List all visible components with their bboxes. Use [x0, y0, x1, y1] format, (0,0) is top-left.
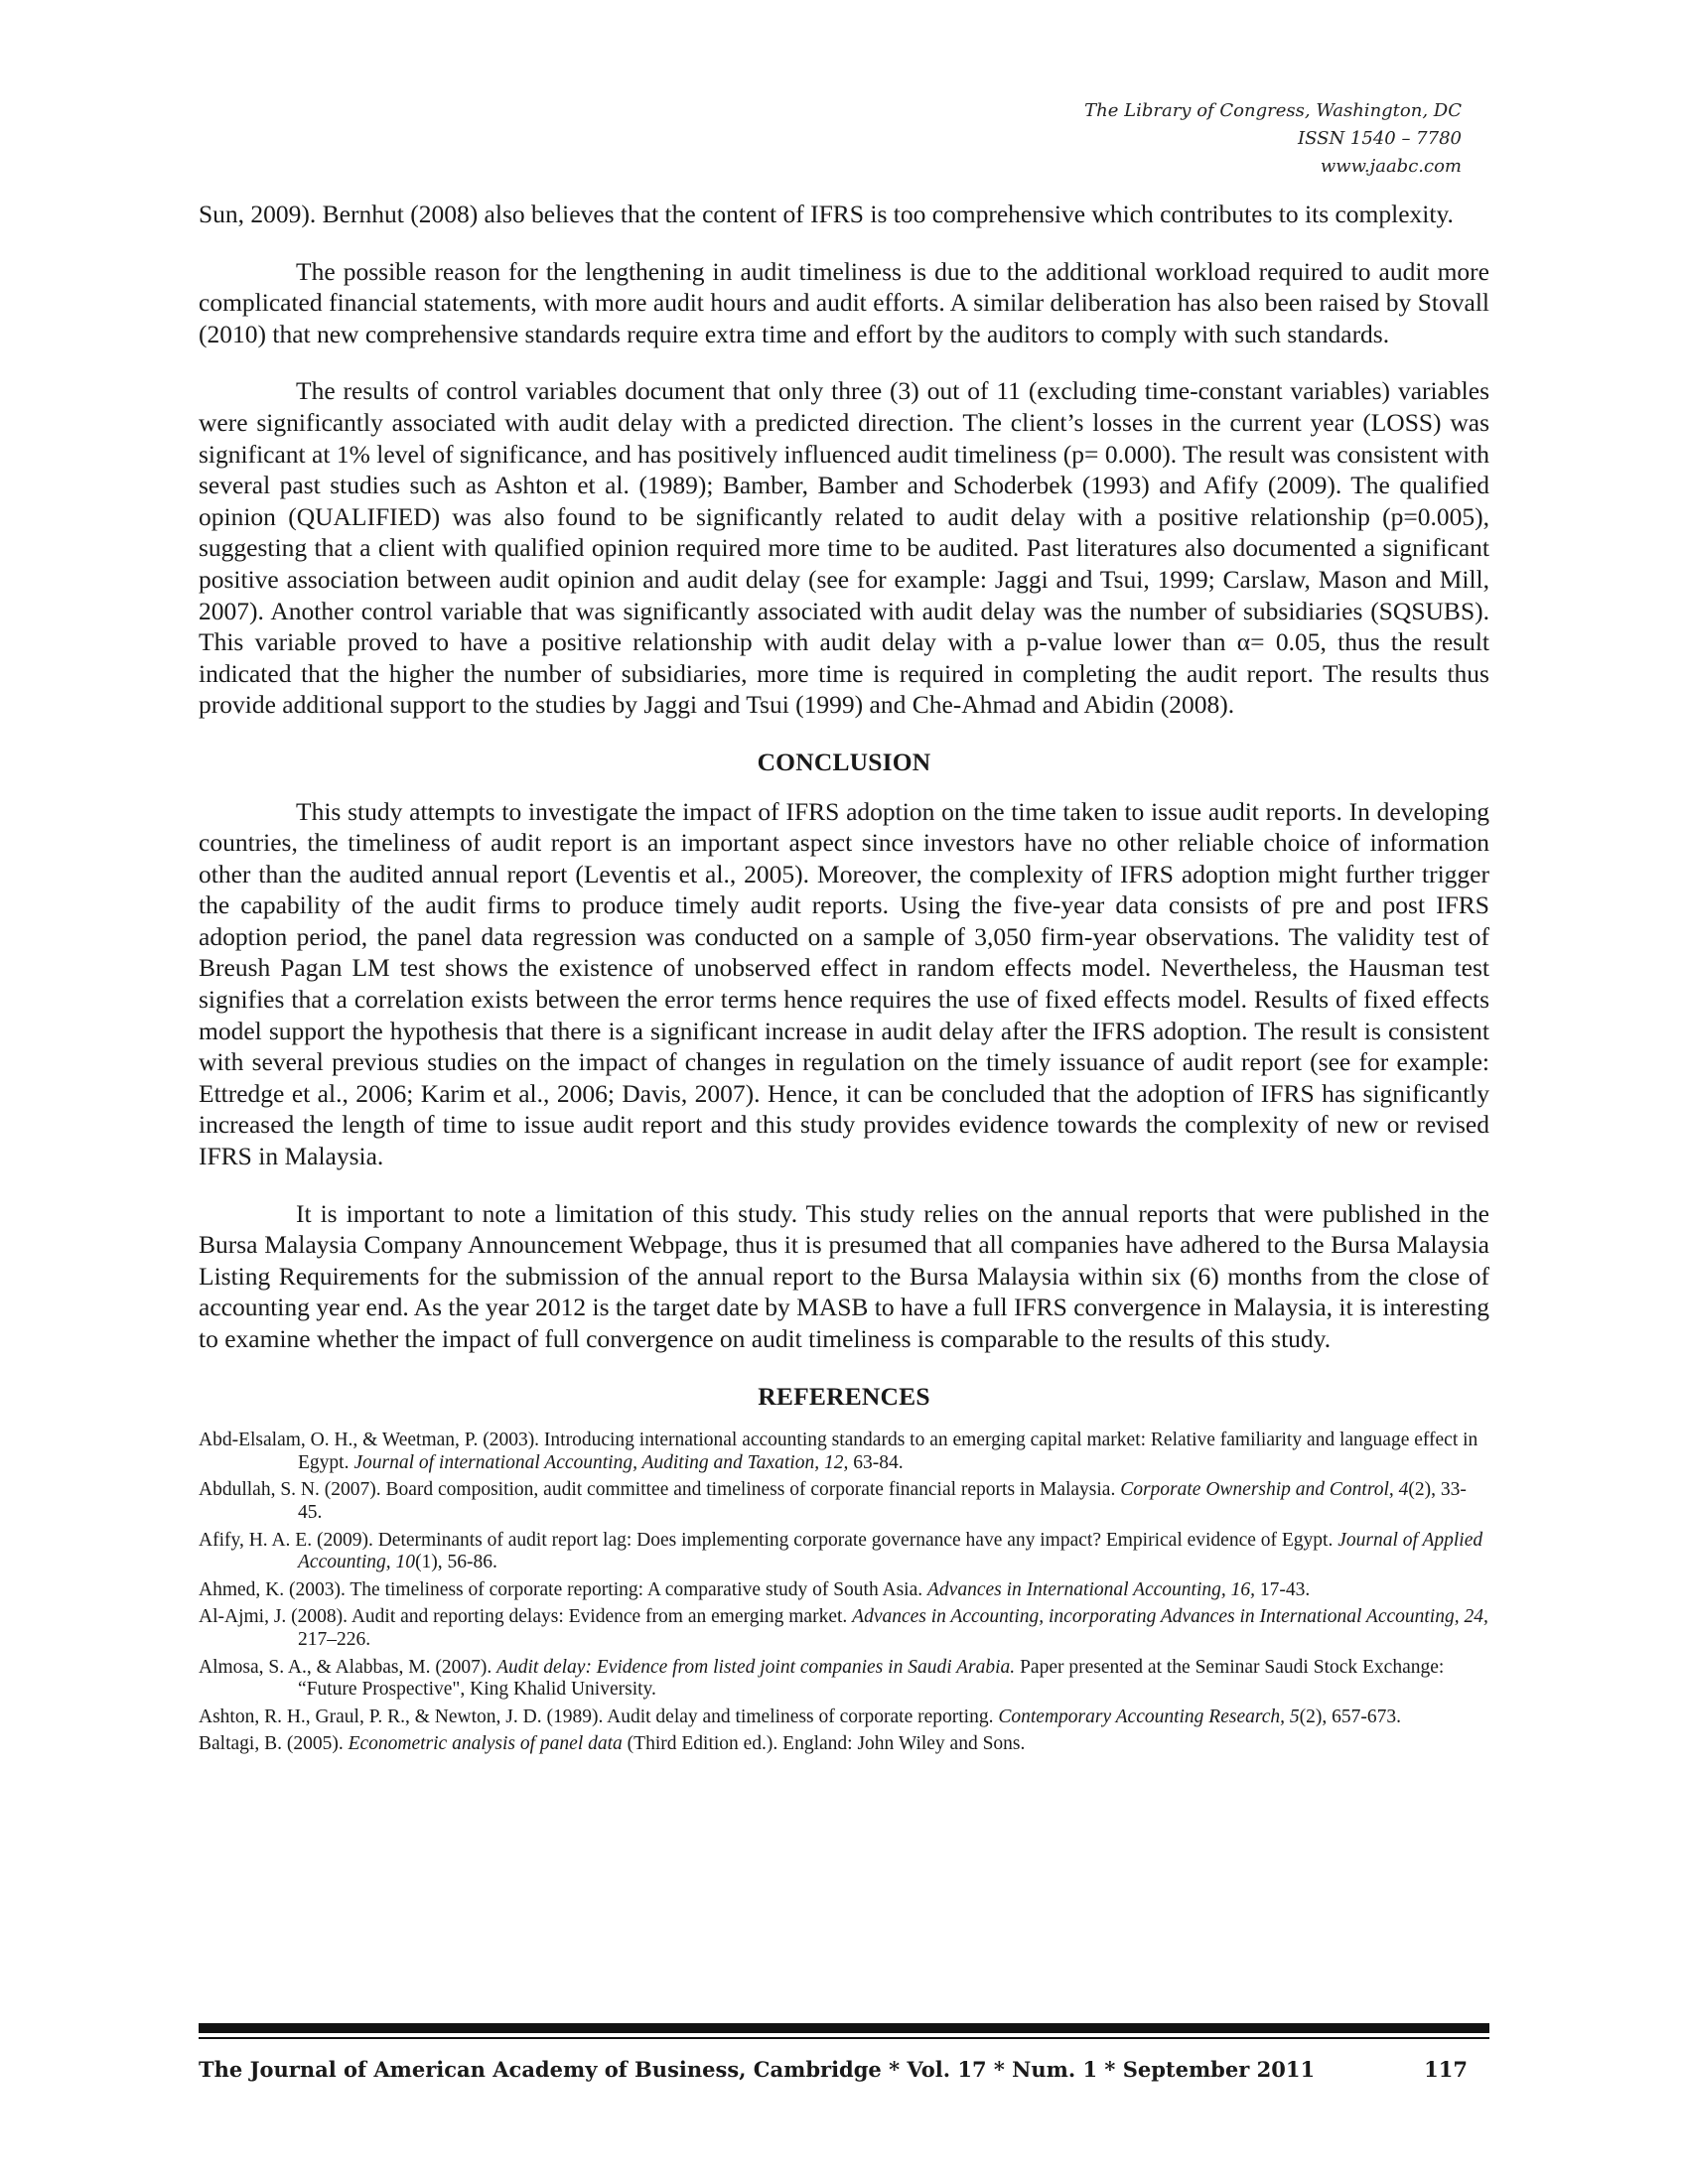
conclusion-paragraph: It is important to note a limitation of this study. This study relies on the annual reports that were published in the Bursa Malaysia Company Announcement Webpage, thus it is presumed that all companies have adhered to the Bursa Malaysia Listing Requirements for the submission of the annual report to the Bursa Malaysia within six (6) months from the close of accounting year end. As the year 2012 is the target date by MASB to have a full IFRS convergence in Malaysia, it is interesting to examine whether the impact of full convergence on audit timeliness is comparable to the results of this study.	[199, 1198, 1489, 1353]
conclusion-heading: CONCLUSION	[757, 747, 931, 776]
conclusion-paragraph: This study attempts to investigate the impact of IFRS adoption on the time taken to issue audit reports. In developing countries, the timeliness of audit report is an important aspect since investors have no other reliable choice of information other than the audited annual report (Leventis et al., 2005). Moreover, the complexity of IFRS adoption might further trigger the capability of the audit firms to produce timely audit reports. Using the five-year data consists of pre and post IFRS adoption period, the panel data regression was conducted on a sample of 3,050 firm-year observations. The validity test of Breush Pagan LM test shows the existence of unobserved effect in random effects model. Nevertheless, the Hausman test signifies that a correlation exists between the error terms hence requires the use of fixed effects model. Results of fixed effects model support the hypothesis that there is a significant increase in audit delay after the IFRS adoption. The result is consistent with several previous studies on the impact of changes in regulation on the timely issuance of audit report (see for example: Ettredge et al., 2006; Karim et al., 2006; Davis, 2007). Hence, it can be concluded that the adoption of IFRS has significantly increased the length of time to issue audit report and this study provides evidence towards the complexity of new or revised IFRS in Malaysia.	[199, 796, 1489, 1171]
footer-rule-thick	[199, 2023, 1489, 2033]
masthead	[1084, 97, 1462, 181]
reference-list	[199, 1430, 1489, 1756]
article-body	[199, 199, 1489, 1761]
reference-entry: Almosa, S. A., & Alabbas, M. (2007). Audit delay: Evidence from listed joint companies in Saudi Arabia. Paper presented at the Seminar Saudi Stock Exchange: “Future Prospective", King Khalid University.	[199, 1656, 1445, 1701]
body-paragraph: The results of control variables document that only three (3) out of 11 (excluding time-constant variables) variables were significantly associated with audit delay with a predicted direction. The client’s losses in the current year (LOSS) was significant at 1% level of significance, and has positively influenced audit timeliness (p= 0.000). The result was consistent with several past studies such as Ashton et al. (1989); Bamber, Bamber and Schoderbek (1993) and Afify (2009). The qualified opinion (QUALIFIED) was also found to be significantly related to audit delay with a positive relationship (p=0.005), suggesting that a client with qualified opinion required more time to be audited. Past literatures also documented a significant positive association between audit opinion and audit delay (see for example: Jaggi and Tsui, 1999; Carslaw, Mason and Mill, 2007). Another control variable that was significantly associated with audit delay was the number of subsidiaries (SQSUBS). This variable proved to have a positive relationship with audit delay with a p-value lower than α= 0.05, thus the result indicated that the higher the number of subsidiaries, more time is required in completing the audit report. The results thus provide additional support to the studies by Jaggi and Tsui (1999) and Che-Ahmad and Abidin (2008).	[199, 376, 1489, 720]
reference-entry: Ashton, R. H., Graul, P. R., & Newton, J. D. (1989). Audit delay and timeliness of corporate reporting. Contemporary Accounting Research, 5(2), 657-673.	[199, 1706, 1401, 1727]
reference-entry: Baltagi, B. (2005). Econometric analysis of panel data (Third Edition ed.). England: John Wiley and Sons.	[199, 1733, 1026, 1755]
reference-entry: Abd-Elsalam, O. H., & Weetman, P. (2003). Introducing international accounting standards to an emerging capital market: Relative familiarity and language effect in Egypt. Journal of international Accounting, Auditing and Taxation, 12, 63-84.	[199, 1430, 1478, 1473]
reference-entry: Al-Ajmi, J. (2008). Audit and reporting delays: Evidence from an emerging market. Advances in Accounting, incorporating Advances in International Accounting, 24, 217–226.	[199, 1606, 1488, 1650]
masthead-publisher: The Library of Congress, Washington, DC	[1084, 100, 1462, 121]
reference-entry: Afify, H. A. E. (2009). Determinants of audit report lag: Does implementing corporate governance have any impact? Empirical evidence of Egypt. Journal of Applied Accounting, 10(1), 56-86.	[199, 1529, 1483, 1573]
masthead-issn: ISSN 1540 – 7780	[1298, 128, 1462, 149]
page-number: 117	[1424, 2057, 1468, 2082]
body-paragraph: The possible reason for the lengthening in audit timeliness is due to the additional workload required to audit more complicated financial statements, with more audit hours and audit efforts. A similar deliberation has also been raised by Stovall (2010) that new comprehensive standards require extra time and effort by the auditors to comply with such standards.	[199, 256, 1489, 348]
reference-entry: Ahmed, K. (2003). The timeliness of corporate reporting: A comparative study of South Asia. Advances in International Accounting, 16, 17-43.	[199, 1578, 1311, 1600]
footer-journal-citation: The Journal of American Academy of Business, Cambridge * Vol. 17 * Num. 1 * September 2011	[199, 2057, 1316, 2082]
reference-entry: Abdullah, S. N. (2007). Board composition, audit committee and timeliness of corporate financial reports in Malaysia. Corporate Ownership and Control, 4(2), 33-45.	[199, 1479, 1467, 1523]
footer-rule-thin	[199, 2037, 1489, 2039]
body-paragraph: Sun, 2009). Bernhut (2008) also believes that the content of IFRS is too comprehensive which contributes to its complexity.	[199, 200, 1454, 228]
masthead-website: www.jaabc.com	[1320, 156, 1462, 177]
references-heading: REFERENCES	[758, 1381, 930, 1411]
